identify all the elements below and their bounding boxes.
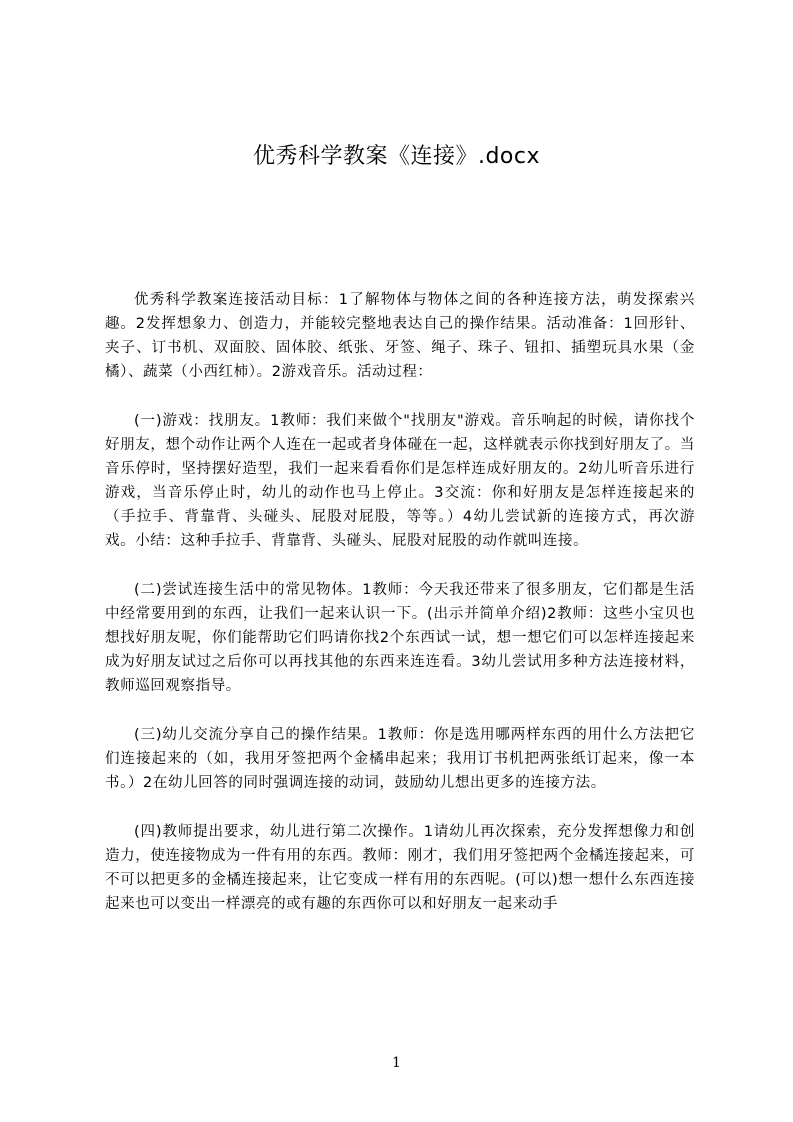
paragraph-step-2: (二)尝试连接生活中的常见物体。1教师：今天我还带来了很多朋友，它们都是生活中经常要用到的东西，让我们一起来认识一下。(出示并简单介绍)2教师：这些小宝贝也想找好朋友呢，你们能帮助它们吗请你找2个东西试一试，想一想它们可以怎样连接起来成为好朋友试过之后你可以再找其他的东西来连连看。3幼儿尝试用多种方法连接材料，教师巡回观察指导。 [105, 582, 695, 694]
page-number: 1 [392, 1055, 401, 1071]
document-title: 优秀科学教案《连接》.docx [252, 144, 541, 169]
paragraph-step-4: (四)教师提出要求，幼儿进行第二次操作。1请幼儿再次探索，充分发挥想像力和创造力，使连接物成为一件有用的东西。教师：刚才，我们用牙签把两个金橘连接起来，可不可以把更多的金橘连接起来，让它变成一样有用的东西呢。(可以)想一想什么东西连接起来也可以变出一样漂亮的或有趣的东西你可以和好朋友一起来动手 [105, 824, 695, 912]
paragraph-objectives: 优秀科学教案连接活动目标：1了解物体与物体之间的各种连接方法，萌发探索兴趣。2发挥想象力、创造力，并能较完整地表达自己的操作结果。活动准备：1回形针、夹子、订书机、双面胶、固体胶、纸张、牙签、绳子、珠子、钮扣、插塑玩具水果（金橘）、蔬菜（小西红柿）。2游戏音乐。活动过程： [105, 292, 695, 380]
document-body [105, 288, 695, 941]
paragraph-step-1: (一)游戏：找朋友。1教师：我们来做个"找朋友"游戏。音乐响起的时候，请你找个好朋友，想个动作让两个人连在一起或者身体碰在一起，这样就表示你找到好朋友了。当音乐停时，坚持摆好造型，我们一起来看看你们是怎样连成好朋友的。2幼儿听音乐进行游戏，当音乐停止时，幼儿的动作也马上停止。3交流：你和好朋友是怎样连接起来的（手拉手、背靠背、头碰头、屁股对屁股，等等。）4幼儿尝试新的连接方式，再次游戏。小结：这种手拉手、背靠背、头碰头、屁股对屁股的动作就叫连接。 [105, 413, 695, 549]
paragraph-step-3: (三)幼儿交流分享自己的操作结果。1教师：你是选用哪两样东西的用什么方法把它们连接起来的（如，我用牙签把两个金橘串起来；我用订书机把两张纸订起来，像一本书。）2在幼儿回答的同时强调连接的动词，鼓励幼儿想出更多的连接方法。 [105, 727, 695, 791]
